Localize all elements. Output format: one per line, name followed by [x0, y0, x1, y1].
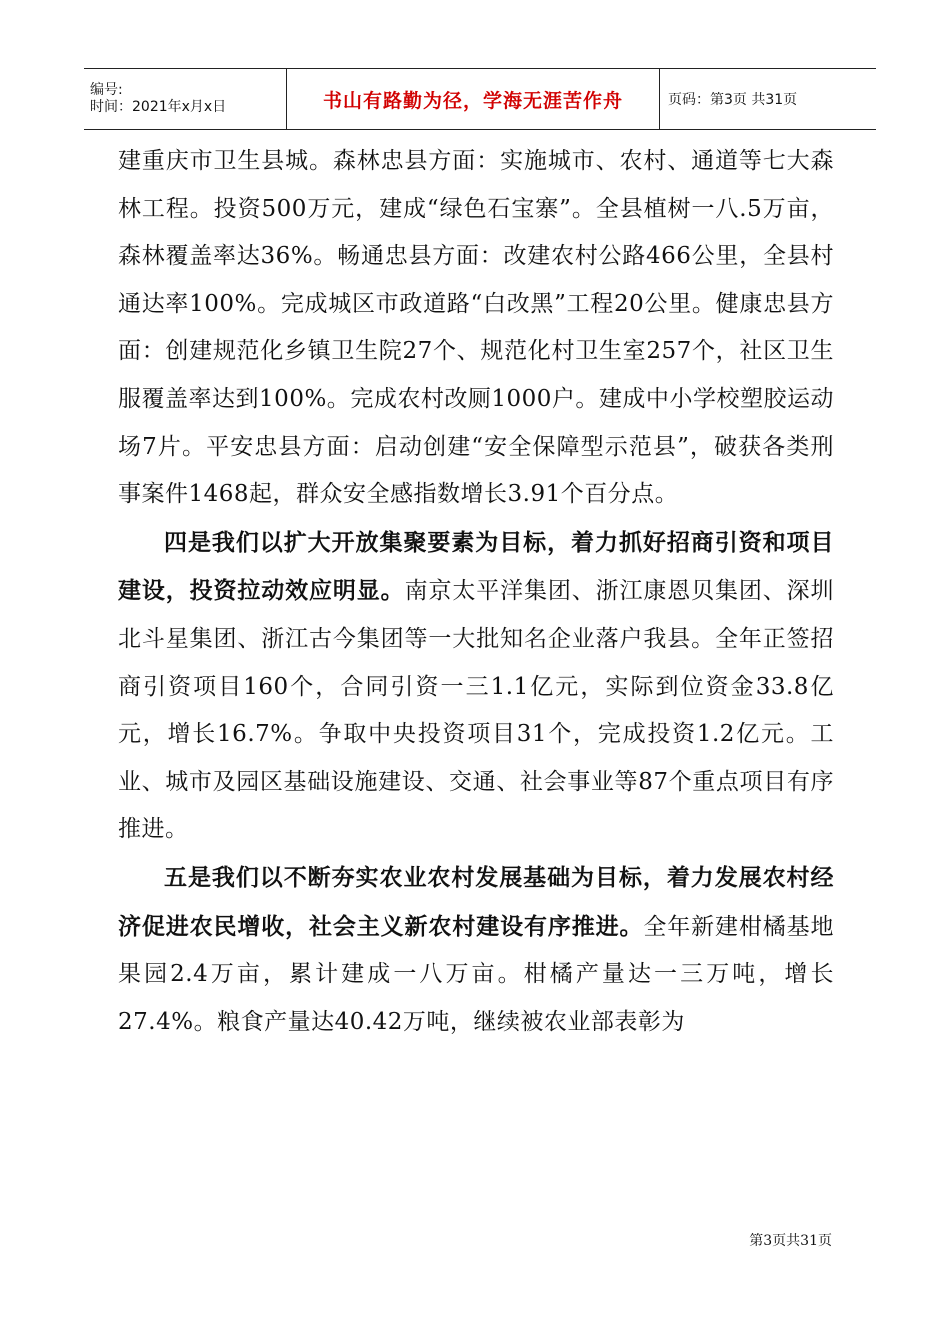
footer-page-number: 第3页共31页 [749, 1233, 832, 1249]
header-page-number: 页码：第3页 共31页 [668, 92, 798, 108]
header-page-cell [660, 69, 876, 129]
page-header [84, 68, 876, 130]
header-meta [84, 69, 286, 129]
paragraph-2 [118, 519, 834, 854]
header-time: 时间：2021年x月x日 [90, 99, 227, 115]
paragraph-1 [118, 138, 834, 519]
page-footer [749, 1230, 832, 1250]
paragraph-3 [118, 854, 834, 1046]
paragraph-2-text: 南京太平洋集团、浙江康恩贝集团、深圳北斗星集团、浙江古今集团等一大批知名企业落户我县。全年正签招商引资项目160个，合同引资一三1.1亿元，实际到位资金33.8亿元，增长16.7%。争取中央投资项目31个，完成投资1.2亿元。工业、城市及园区基础设施建设、交通、社会事业等87个重点项目有序推进。 [118, 578, 835, 843]
paragraph-3-heading: 五是我们以不断夯实农业农村发展基础为目标，着力发展农村经济促进农民增收，社会主义新农村建设有序推进。 [118, 863, 834, 940]
paragraph-2-heading: 四是我们以扩大开放集聚要素为目标，着力抓好招商引资和项目建设，投资拉动效应明显。 [118, 528, 834, 605]
header-number: 编号: [90, 82, 123, 98]
paragraph-1-text: 建重庆市卫生县城。森林忠县方面：实施城市、农村、通道等七大森林工程。投资500万元，建成“绿色石宝寨”。全县植树一八.5万亩，森林覆盖率达36%。畅通忠县方面：改建农村公路466公里，全县村通达率100%。完成城区市政道路“白改黑”工程20公里。健康忠县方面：创建规范化乡镇卫生院27个、规范化村卫生室257个，社区卫生服覆盖率达到100%。完成农村改厕1000户。建成中小学校塑胶运动场7片。平安忠县方面：启动创建“安全保障型示范县”，破获各类刑事案件1468起，群众安全感指数增长3.91个百分点。 [118, 148, 834, 508]
header-motto: 书山有路勤为径，学海无涯苦作舟 [322, 89, 623, 112]
paragraph-3-text: 全年新建柑橘基地果园2.4万亩，累计建成一八万亩。柑橘产量达一三万吨，增长27.4%。粮食产量达40.42万吨，继续被农业部表彰为 [118, 913, 835, 1035]
document-body [118, 138, 834, 1046]
header-motto-cell [286, 69, 660, 129]
